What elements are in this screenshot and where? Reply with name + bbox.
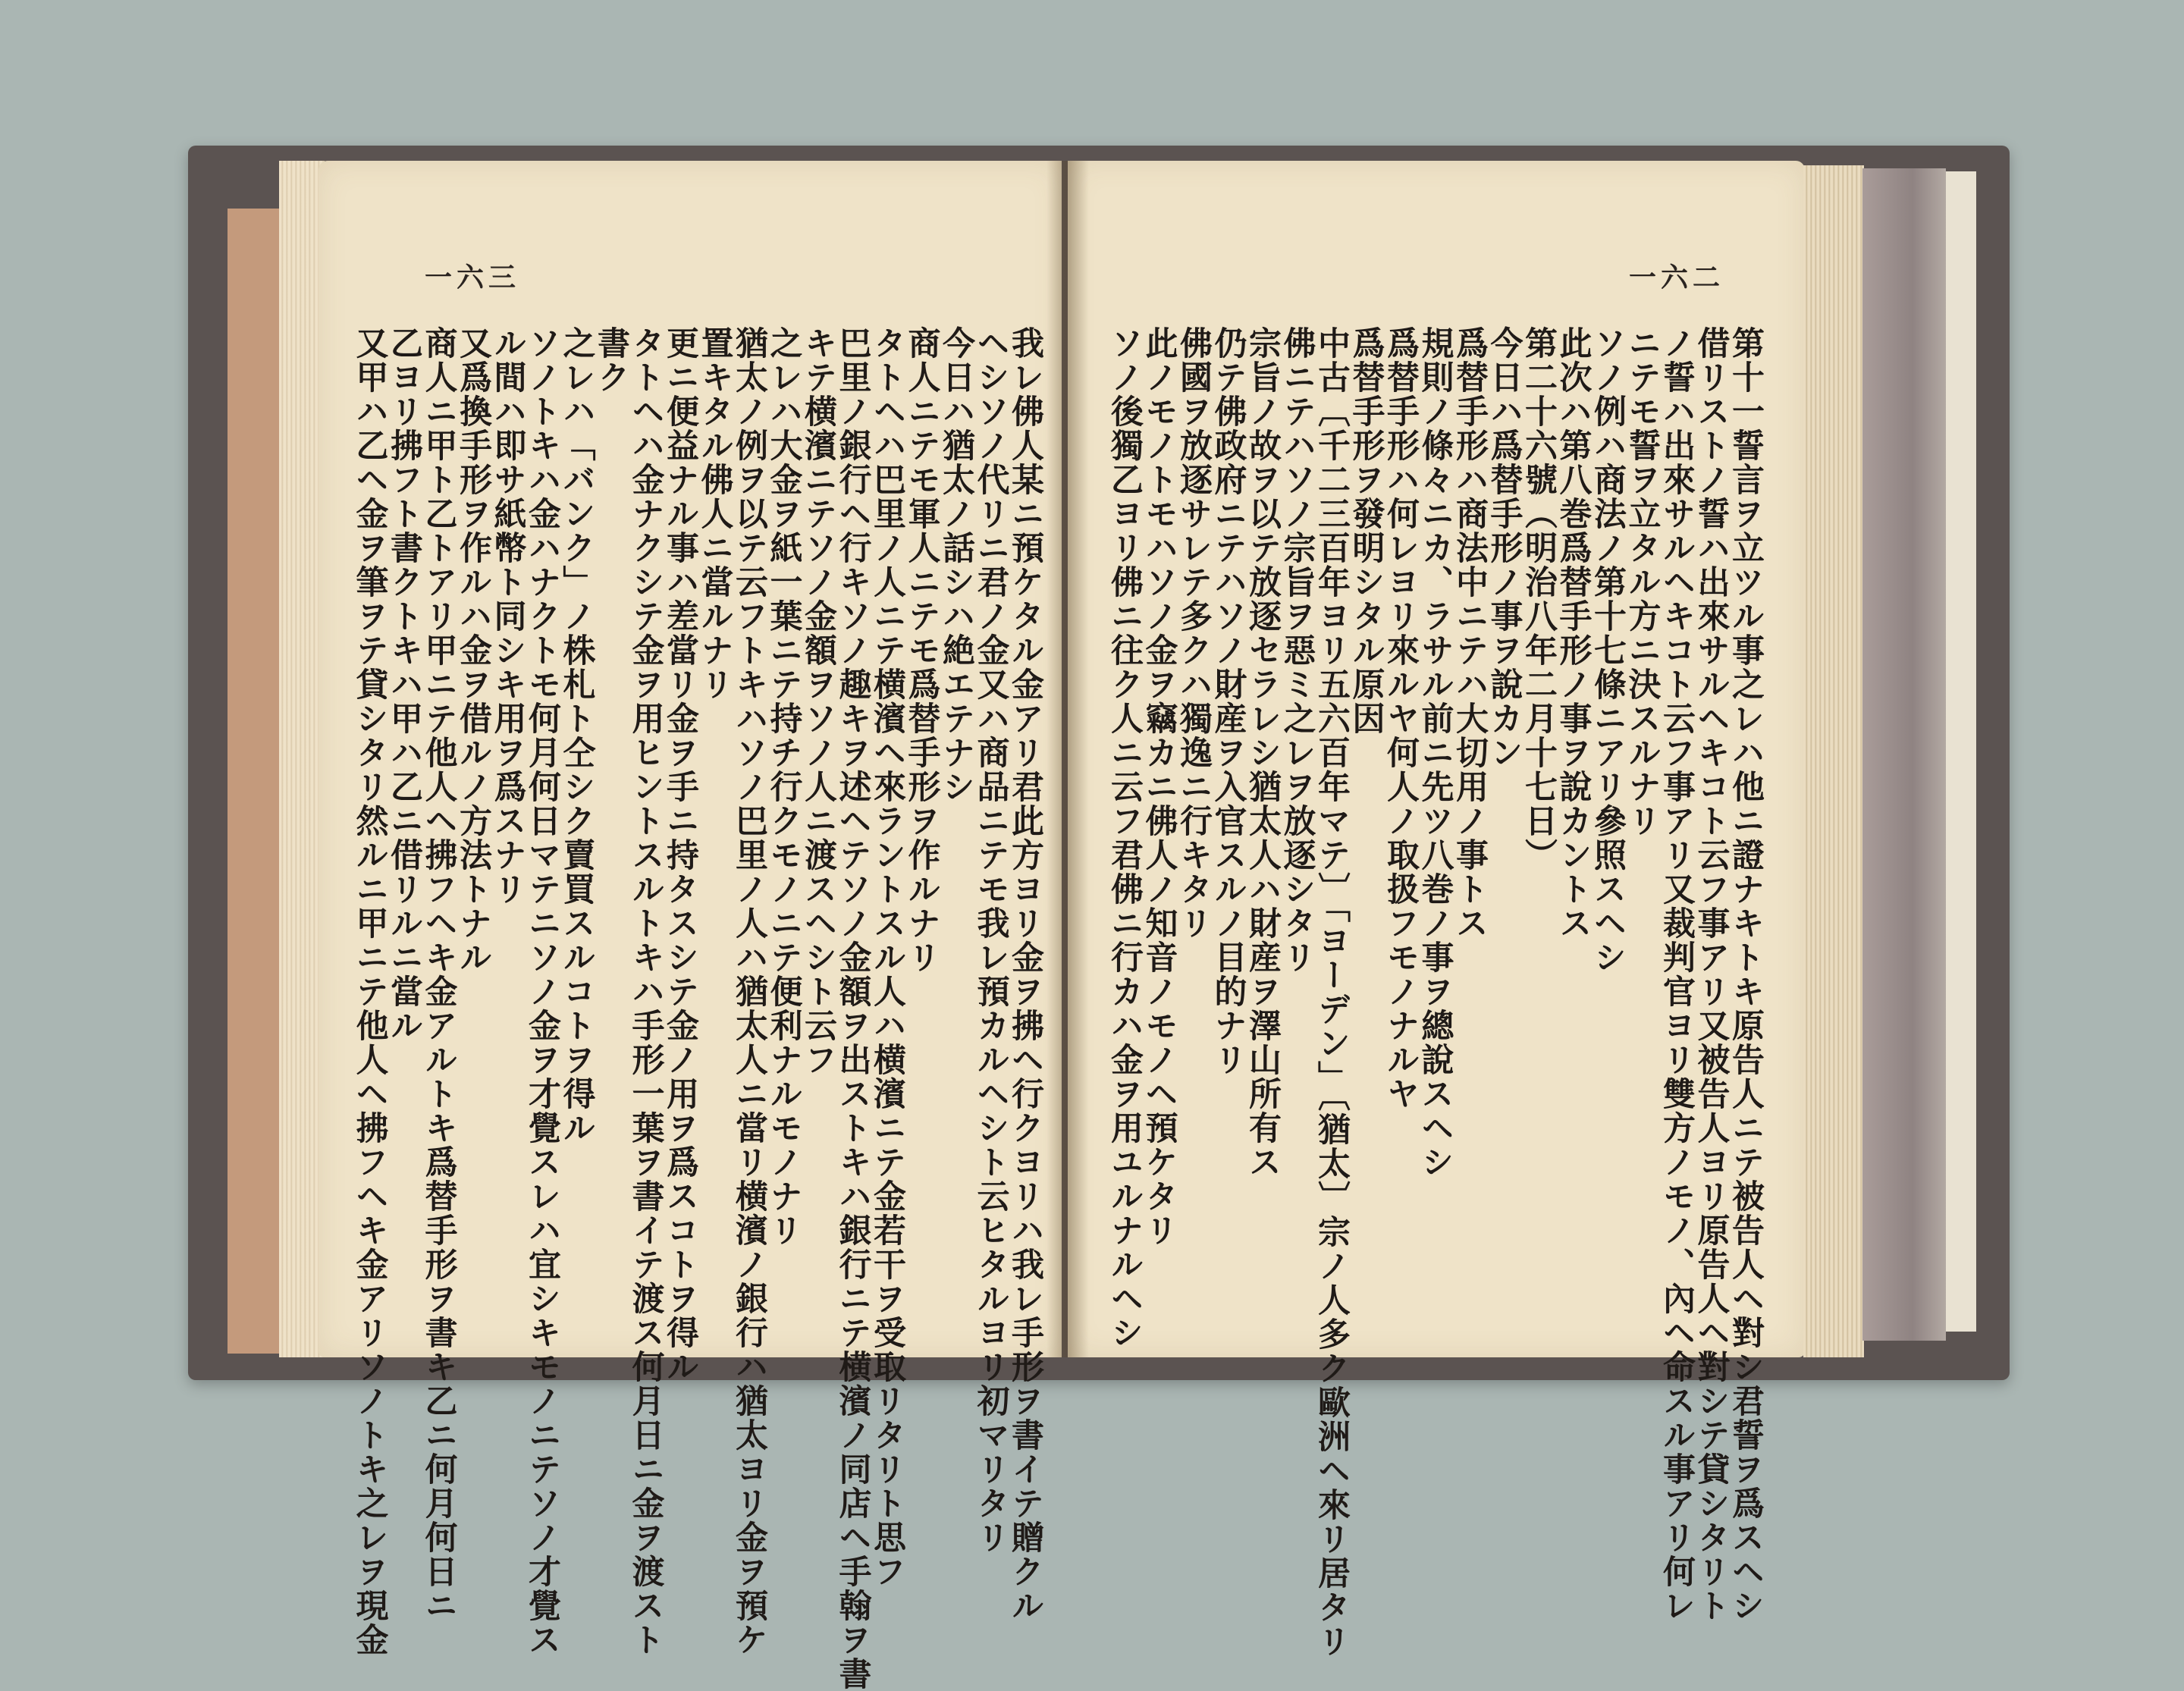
text-column: 巴里ノ銀行ヘ行キソノ趣キヲ述ヘテソノ金額ヲ出ストキハ銀行ニテ横濱ノ同店ヘ手翰ヲ書 [833,326,872,1691]
text-column: 規則ノ條々ニカ、ラサル前ニ先ツ八巻ノ事ヲ總說スヘシ [1416,326,1454,1179]
text-column: ソノトキハ金ハナクトモ何月何日マテニソノ金ヲ才覺スレハ宜シキモノニテソノ才覺ス [523,326,561,1657]
text-column: 猶太ノ例ヲ以テ云フトキハソノ巴里ノ人ハ猶太人ニ當リ横濱ノ銀行ハ猶太ヨリ金ヲ預ケ [730,326,768,1657]
text-column: 今日ハ猶太ノ話シハ絶エテナシ [937,326,975,804]
text-column: ソノ後獨乙ヨリ佛ニ往ク人ニ云フ君佛ニ行カハ金ヲ用ユルナルヘシ [1106,326,1144,1350]
text-column: 佛國ヲ放逐サレテ多クハ獨逸ニ行キタリ [1175,326,1213,940]
text-column: 仍テ佛政府ニテハソノ財産ヲ入官スルノ目的ナリ [1209,326,1247,1077]
text-column: 商人ニ甲ト乙トアリ甲ニテ他人ヘ拂フヘキ金アルトキ爲替手形ヲ書キ乙ニ何月何日ニ [419,326,458,1623]
text-column: 爲替手形ハ何レヨリ來ルヤ何人ノ取扱フモノナルヤ [1382,326,1420,1111]
text-column: ル間ハ即サ紙幣ト同シキ用ヲ爲スナリ [488,326,527,906]
text-column: ソノ例ハ商法ノ第十七條ニアリ參照スヘシ [1589,326,1627,974]
page-block-edge [1862,168,1946,1341]
text-column: 此ノモノトモハソノ金ヲ竊カニ佛人ノ知音ノモノヘ預ケタリ [1140,326,1178,1247]
text-column: 之レハ「バンク」ノ株札ト仝シク賣買スルコトヲ得ル [557,326,596,1145]
text-column: 爲替手形ハ商法中ニテハ大切用ノ事トス [1451,326,1489,940]
text-column: 又爲換手形ヲ作ルハ金ヲ借ルノ方法トナル [454,326,492,974]
text-column: 爲替手形ヲ發明シタル原因 [1347,326,1385,736]
text-column: ノ誓ハ出來サルヘキコト云フ事アリ又裁判官ヨリ雙方ノモノ、內ヘ命スル事アリ何レ [1658,326,1696,1623]
text-column: タトヘハ金ナクシテ金ヲ用ヒントスルトキハ手形一葉ヲ書イテ渡ス何月日ニ金ヲ渡スト [626,326,665,1657]
right-page-stack [1803,165,1864,1357]
text-column: 之レハ大金ヲ紙一葉ニテ持チ行クモノニテ便利ナルモノナリ [764,326,803,1247]
text-column: 借リストノ誓ハ出來サルヘキコト云フ事アリ又被告人ヨリ原告人ヘ對シテ貸シタリト [1692,326,1731,1623]
text-column: 中古〔千二三百年ヨリ五六百年マテ〕「ヨーデン」〔猶太〕宗ノ人多ク歐洲ヘ來リ居タリ [1313,326,1351,1658]
text-column: 更ニ便益ナル事ハ差當リ金ヲ手ニ持タスシテ金ノ用ヲ爲スコトヲ得ル [661,326,699,1384]
text-column: 乙ヨリ拂フト書クトキハ甲ハ乙ニ借リルニ當ル [385,326,423,1043]
book-gutter [1046,161,1089,1357]
text-column: 今日ハ爲替手形ノ事ヲ說カン [1485,326,1523,770]
page-number: 一六三 [425,262,521,293]
text-column: 置キタル佛人ニ當ルナリ [695,326,734,701]
text-column: タトヘハ巴里ノ人ニテ横濱ヘ來ラントスル人ハ横濱ニテ金若干ヲ受取リタリト思フ [868,326,906,1589]
text-column: 宗旨ノ故ヲ以テ放逐セラレシ猶太人ハ財産ヲ澤山所有ス [1244,326,1282,1179]
left-page-stack [279,161,325,1357]
page-number: 一六二 [1629,262,1725,293]
text-column: 第二十六號（明治八年二月十七日） [1520,326,1558,872]
text-column: 佛ニテハソノ宗旨ヲ惡ミ之レヲ放逐シタリ [1278,326,1316,974]
text-column: ニテモ誓ヲ立タル方ニ決スルナリ [1623,326,1662,838]
text-column: 書ク [592,326,630,394]
text-column: 第十一誓言ヲ立ツル事之レハ他ニ證ナキトキ原告人ニテ被告人ヘ對シ君誓ヲ爲スヘシ [1727,326,1765,1623]
text-column: キテ横濱ニテソノ金額ヲソノ人ニ渡スヘシト云フ [799,326,837,1077]
cover-edge [1946,171,1976,1332]
text-column: ヘシソノ代リニ君ノ金又ハ商品ニテモ我レ預カルヘシト云ヒタルヨリ初マリタリ [971,326,1010,1555]
text-column: 商人ニテモ軍人ニテモ爲替手形ヲ作ルナリ [902,326,941,974]
text-column: 我レ佛人某ニ預ケタル金アリ君此方ヨリ金ヲ拂ヘ行クヨリハ我レ手形ヲ書イテ贈クル [1006,326,1044,1623]
text-column: 又甲ハ乙ヘ金ヲ筆ヲテ貸シタリ然ルニ甲ニテ他人ヘ拂フヘキ金アリソノトキ之レヲ現金 [350,326,389,1657]
text-column: 此次ハ第八巻爲替手形ノ事ヲ說カントス [1554,326,1592,940]
